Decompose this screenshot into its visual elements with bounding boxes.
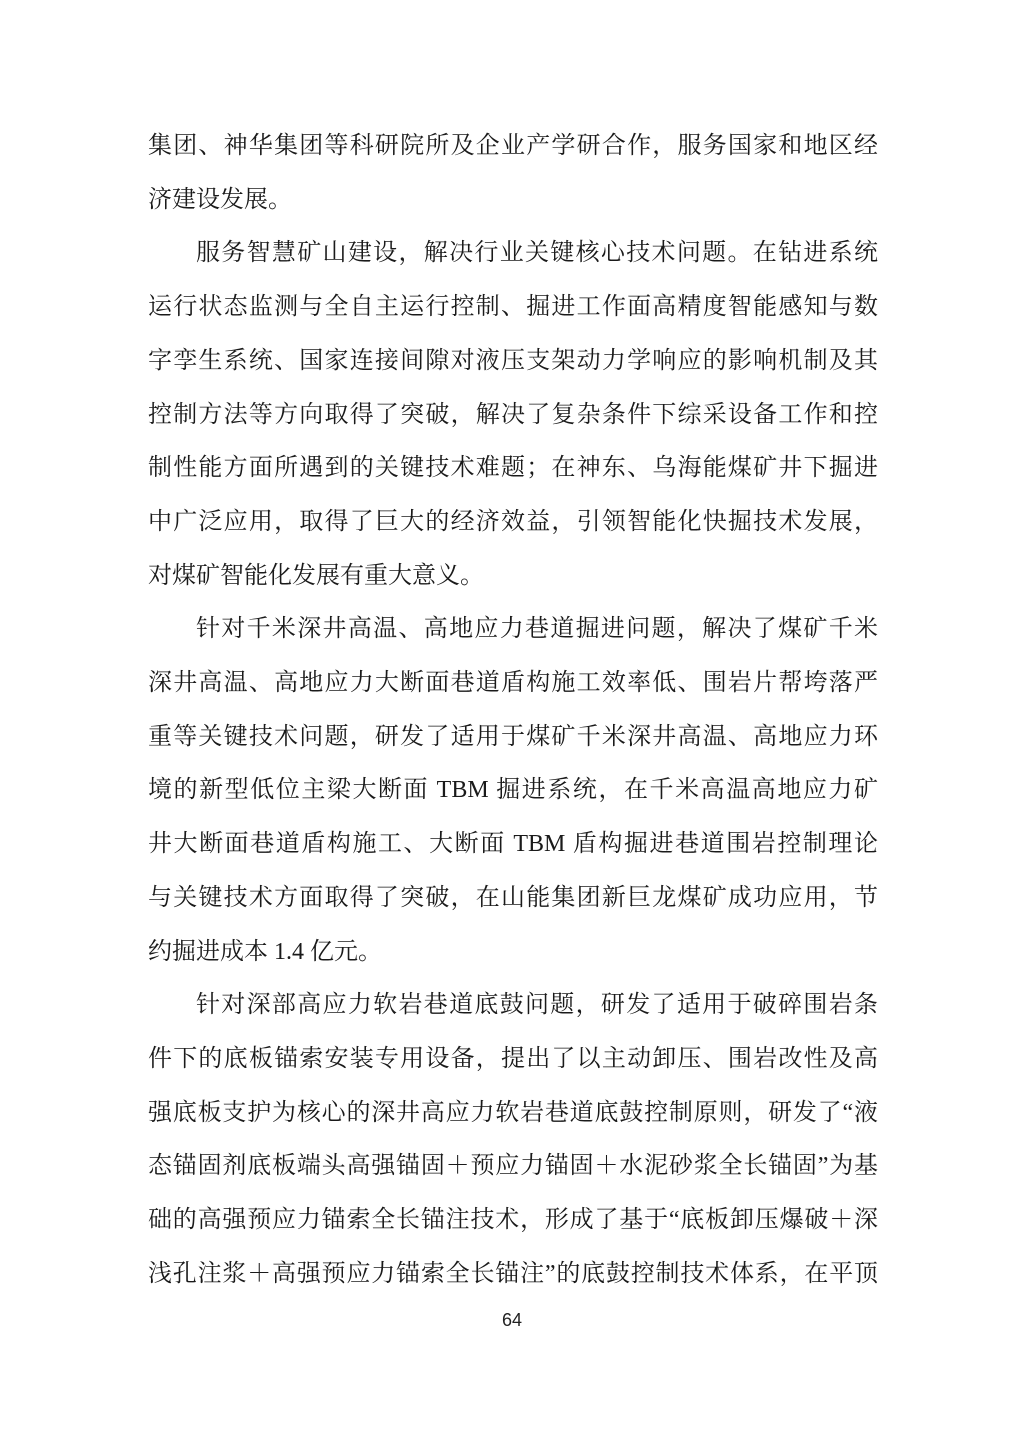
text-line: 集团、神华集团等科研院所及企业产学研合作，服务国家和地区经 xyxy=(148,133,878,159)
text-line: 针对深部高应力软岩巷道底鼓问题，研发了适用于破碎围岩条 xyxy=(196,992,878,1019)
paragraph xyxy=(148,120,878,227)
text-line: 浅孔注浆＋高强预应力锚索全长锚注”的底鼓控制技术体系，在平顶 xyxy=(148,1260,878,1287)
text-line: 强底板支护为核心的深井高应力软岩巷道底鼓控制原则，研发了“液 xyxy=(148,1099,878,1126)
paragraph xyxy=(148,227,878,603)
text-line: 件下的底板锚索安装专用设备，提出了以主动卸压、围岩改性及高 xyxy=(148,1045,878,1072)
text-line: 础的高强预应力锚索全长锚注技术，形成了基于“底板卸压爆破＋深 xyxy=(148,1207,878,1234)
text-line: 井大断面巷道盾构施工、大断面 TBM 盾构掘进巷道围岩控制理论 xyxy=(148,831,878,858)
page-number: 64 xyxy=(501,1310,523,1330)
text-line: 控制方法等方向取得了突破，解决了复杂条件下综采设备工作和控 xyxy=(148,401,878,428)
text-line: 与关键技术方面取得了突破，在山能集团新巨龙煤矿成功应用，节 xyxy=(148,884,878,911)
text-line: 针对千米深井高温、高地应力巷道掘进问题，解决了煤矿千米 xyxy=(196,616,878,643)
text-line: 对煤矿智能化发展有重大意义。 xyxy=(148,562,484,589)
text-line: 运行状态监测与全自主运行控制、掘进工作面高精度智能感知与数 xyxy=(148,294,878,321)
text-line: 约掘进成本 1.4 亿元。 xyxy=(148,938,382,965)
text-line: 字孪生系统、国家连接间隙对液压支架动力学响应的影响机制及其 xyxy=(148,347,878,374)
text-line: 济建设发展。 xyxy=(148,186,292,213)
text-line: 中广泛应用，取得了巨大的经济效益，引领智能化快掘技术发展， xyxy=(148,508,878,535)
paragraph xyxy=(148,603,878,979)
text-line: 服务智慧矿山建设，解决行业关键核心技术问题。在钻进系统 xyxy=(196,240,878,267)
text-line: 深井高温、高地应力大断面巷道盾构施工效率低、围岩片帮垮落严 xyxy=(148,670,878,697)
text-line: 境的新型低位主梁大断面 TBM 掘进系统，在千米高温高地应力矿 xyxy=(148,777,878,804)
text-line: 重等关键技术问题，研发了适用于煤矿千米深井高温、高地应力环 xyxy=(148,723,878,750)
text-line: 制性能方面所遇到的关键技术难题；在神东、乌海能煤矿井下掘进 xyxy=(148,455,878,482)
paragraph xyxy=(148,979,878,1301)
text-line: 态锚固剂底板端头高强锚固＋预应力锚固＋水泥砂浆全长锚固”为基 xyxy=(148,1153,878,1180)
document-body xyxy=(148,120,878,1301)
